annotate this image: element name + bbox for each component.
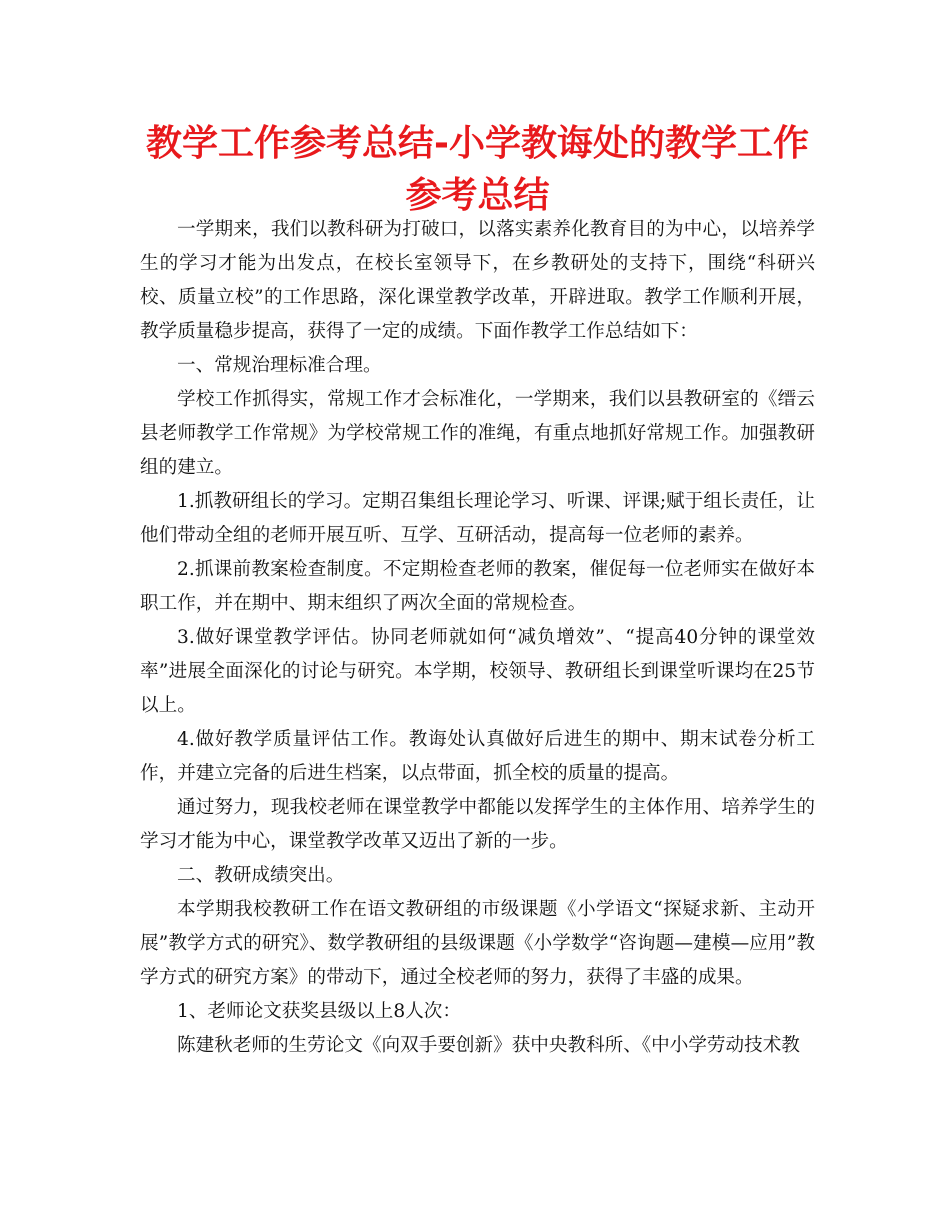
list-item: 2.抓课前教案检查制度。不定期检查老师的教案，催促每一位老师实在做好本职工作，并在期中、期末组织了两次全面的常规检查。 [140, 559, 815, 614]
paragraph: 一学期来，我们以教科研为打破口，以落实素养化教育目的为中心，以培养学生的学习才能为出发点，在校长室领导下，在乡教研处的支持下，围绕“科研兴校、质量立校”的工作思路，深化课堂教学改革，开辟进取。教学工作顺利开展，教学质量稳步提高，获得了一定的成绩。下面作教学工作总结如下： [140, 219, 815, 342]
section-heading: 一、常规治理标准合理。 [177, 355, 382, 376]
document-body [140, 213, 815, 1063]
list-item: 4.做好教学质量评估工作。教诲处认真做好后进生的期中、期末试卷分析工作，并建立完备的后进生档案，以点带面，抓全校的质量的提高。 [140, 729, 815, 784]
paragraph: 陈建秋老师的生劳论文《向双手要创新》获中央教科所、《中小学劳动技术教 [177, 1035, 800, 1056]
paragraph: 本学期我校教研工作在语文教研组的市级课题《小学语文“探疑求新、主动开展”教学方式的研究》、数学教研组的县级课题《小学数学“咨询题—建模—应用”教学方式的研究方案》的带动下，通过全校老师的努力，获得了丰盛的成果。 [140, 899, 815, 988]
list-item: 1.抓教研组长的学习。定期召集组长理论学习、听课、评课;赋于组长责任，让他们带动全组的老师开展互听、互学、互研活动，提高每一位老师的素养。 [140, 491, 815, 546]
section-heading: 二、教研成绩突出。 [177, 865, 345, 886]
list-item: 1、老师论文获奖县级以上8人次： [177, 1001, 461, 1022]
paragraph: 学校工作抓得实，常规工作才会标准化，一学期来，我们以县教研室的《缙云县老师教学工作常规》为学校常规工作的准绳，有重点地抓好常规工作。加强教研组的建立。 [140, 389, 815, 478]
list-item: 3.做好课堂教学评估。协同老师就如何“减负增效”、“提高40分钟的课堂效率”进展全面深化的讨论与研究。本学期，校领导、教研组长到课堂听课均在25节以上。 [140, 627, 815, 716]
document-title: 教学工作参考总结-小学教诲处的教学工作参考总结 [146, 123, 809, 216]
paragraph: 通过努力，现我校老师在课堂教学中都能以发挥学生的主体作用、培养学生的学习才能为中心，课堂教学改革又迈出了新的一步。 [140, 797, 815, 852]
